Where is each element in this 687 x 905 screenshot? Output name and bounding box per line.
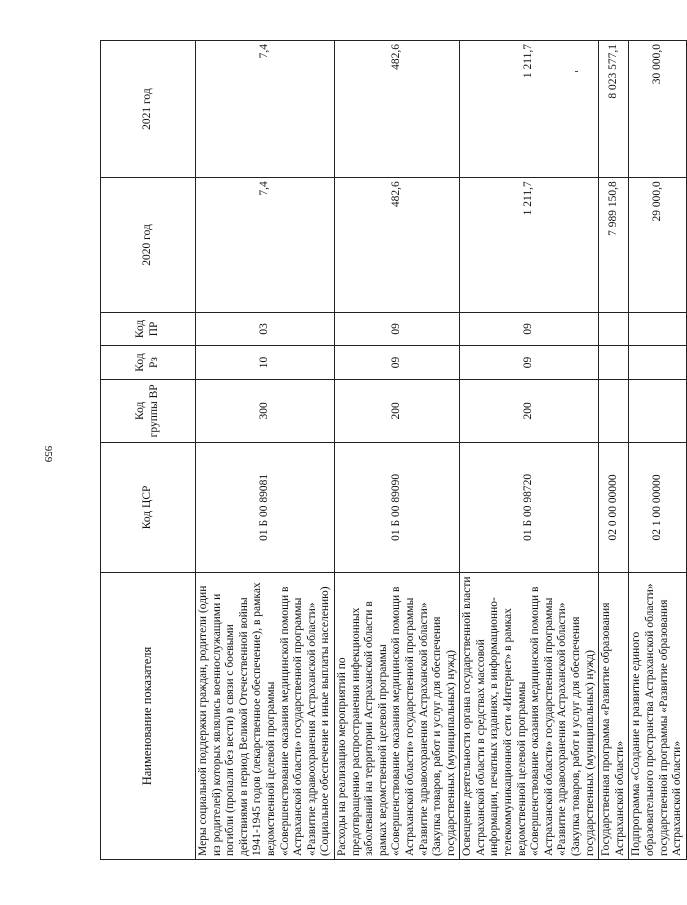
row-pr xyxy=(629,312,686,346)
table-row xyxy=(334,41,459,860)
table-row xyxy=(599,41,629,860)
row-name: Освещение деятельности органа государственной власти Астраханской области в средствах массовой информации, печатных изданиях, в информационно-телекоммуникационной сети «Интернет» в рамках ведомственной целевой программы «Совершенствование оказания медицинской помощи в Астраханской области» государственной программы «Развитие здравоохранения Астраханской области» (Закупка товаров, работ и услуг для обеспечения государственных (муниципальных) нужд) xyxy=(460,573,599,860)
row-pr xyxy=(599,312,629,346)
row-2021: 1 211,7 xyxy=(460,41,599,178)
row-pr: 09 xyxy=(334,312,459,346)
row-vr: 200 xyxy=(460,379,599,442)
row-rz: 09 xyxy=(334,346,459,380)
header-name: Наименование показателя xyxy=(101,573,196,860)
row-rz xyxy=(599,346,629,380)
row-vr: 300 xyxy=(196,379,335,442)
row-rz: 10 xyxy=(196,346,335,380)
budget-table xyxy=(100,40,687,860)
row-2020: 29 000,0 xyxy=(629,178,686,312)
header-2020: 2020 год xyxy=(101,178,196,312)
row-csr: 02 0 00 00000 xyxy=(599,442,629,572)
row-name: Государственная программа «Развитие образования Астраханской области» xyxy=(599,573,629,860)
row-rz: 09 xyxy=(460,346,599,380)
header-csr: Код ЦСР xyxy=(101,442,196,572)
row-2021: 7,4 xyxy=(196,41,335,178)
row-name: Расходы на реализацию мероприятий по предотвращению распространения инфекционных заболеваний на территории Астраханской области в рамках ведомственной целевой программы «Совершенствование оказания медицинской помощи в Астраханской области» государственной программы «Развитие здравоохранения Астраханской области» (Закупка товаров, работ и услуг для обеспечения государственных (муниципальных) нужд) xyxy=(334,573,459,860)
row-csr: 01 Б 00 89081 xyxy=(196,442,335,572)
row-name: Подпрограмма «Создание и развитие единого образовательного пространства Астраханской области» государственной программы «Развитие образования Астраханской области» xyxy=(629,573,686,860)
row-csr: 01 Б 00 98720 xyxy=(460,442,599,572)
row-2021: 8 023 577,1 xyxy=(599,41,629,178)
row-2021: 482,6 xyxy=(334,41,459,178)
table-row xyxy=(196,41,335,860)
header-pr: Код ПР xyxy=(101,312,196,346)
row-rz xyxy=(629,346,686,380)
header-rz: Код Рз xyxy=(101,346,196,380)
row-vr: 200 xyxy=(334,379,459,442)
row-csr: 02 1 00 00000 xyxy=(629,442,686,572)
row-vr xyxy=(629,379,686,442)
header-2021: 2021 год xyxy=(101,41,196,178)
row-pr: 03 xyxy=(196,312,335,346)
table-row xyxy=(460,41,599,860)
row-vr xyxy=(599,379,629,442)
row-pr: 09 xyxy=(460,312,599,346)
table-row xyxy=(629,41,686,860)
row-2020: 7,4 xyxy=(196,178,335,312)
page-number: 959 xyxy=(42,445,54,463)
header-vr: Код группы ВР xyxy=(101,379,196,442)
row-2020: 482,6 xyxy=(334,178,459,312)
row-2020: 7 989 150,8 xyxy=(599,178,629,312)
row-name: Меры социальной поддержки граждан, родители (один из родителей) которых являлись военнослужащими и погибли (пропали без вести) в связи с боевыми действиями в период Великой Отечественной войны 1941-1945 годов (лекарственное обеспечение), в рамках ведомственной целевой программы «Совершенствование оказания медицинской помощи в Астраханской области» государственной программы «Развитие здравоохранения Астраханской области» (Социальное обеспечение и иные выплаты населению) xyxy=(196,573,335,860)
rotated-page xyxy=(100,40,684,860)
row-2020: 1 211,7 xyxy=(460,178,599,312)
row-csr: 01 Б 00 89090 xyxy=(334,442,459,572)
header-row xyxy=(101,41,196,860)
row-2021: 30 000,0 xyxy=(629,41,686,178)
